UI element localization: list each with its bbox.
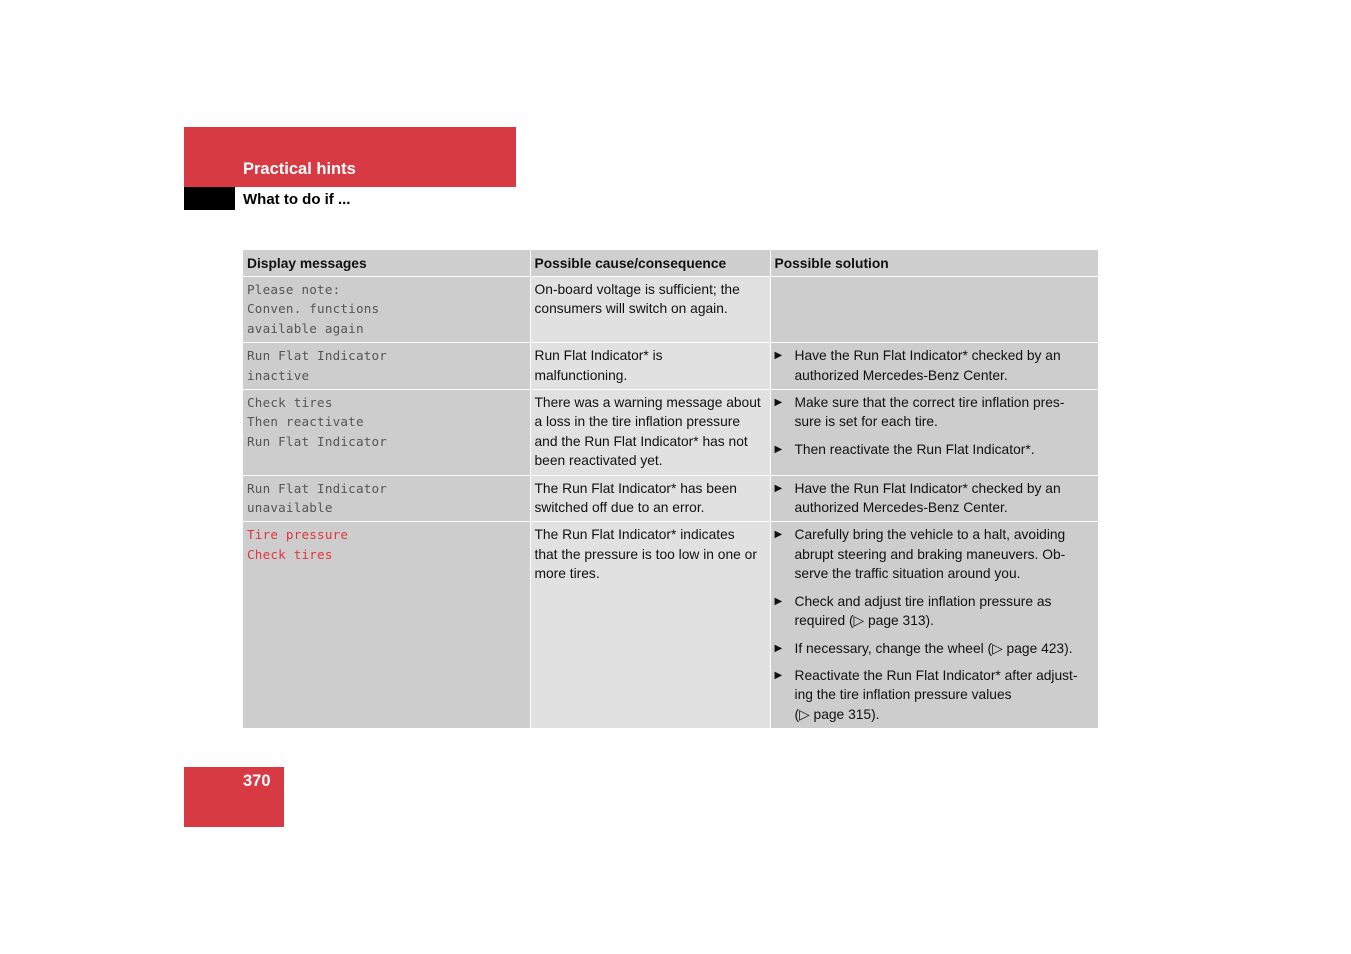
- display-message-line: inactive: [247, 367, 310, 383]
- solution-text: [795, 393, 1095, 432]
- solution-cell: [770, 475, 1098, 522]
- right-triangle-icon: ▶: [774, 482, 783, 494]
- cause-cell: [530, 390, 770, 476]
- display-messages-table: [243, 250, 1098, 729]
- right-triangle-icon: ▶: [774, 642, 783, 654]
- column-header-solution: Possible solution: [770, 250, 1098, 277]
- subsection-title: What to do if ...: [243, 191, 351, 208]
- solution-item: [775, 440, 1095, 459]
- solution-text: [795, 666, 1095, 724]
- cause-line: switched off due to an error.: [534, 500, 705, 516]
- display-message-cell: [243, 390, 530, 476]
- solution-line: sure is set for each tire.: [794, 414, 938, 430]
- solution-text: [795, 440, 1095, 459]
- right-triangle-icon: ▶: [774, 350, 783, 362]
- table-row: [243, 277, 1098, 343]
- solution-line: Reactivate the Run Flat Indicator* after adjust-: [794, 667, 1078, 683]
- solution-text: [795, 639, 1095, 658]
- solution-item: [775, 666, 1095, 724]
- solution-line: Have the Run Flat Indicator* checked by an: [794, 348, 1061, 364]
- solution-cell: [770, 522, 1098, 729]
- display-message-line: Please note:: [247, 282, 341, 297]
- solution-text: [795, 479, 1095, 518]
- solution-line: Check and adjust tire inflation pressure as: [794, 593, 1052, 609]
- cause-line: a loss in the tire inflation pressure: [534, 414, 741, 430]
- display-message-line: Check tires: [247, 546, 333, 562]
- display-message-line: Run Flat Indicator: [247, 348, 388, 364]
- display-message-cell: [243, 343, 530, 390]
- solution-line: (▷ page 315).: [794, 706, 880, 722]
- solution-item: [775, 346, 1095, 385]
- cause-line: On-board voltage is sufficient; the: [534, 282, 740, 297]
- display-message-cell: [243, 522, 530, 729]
- display-message-line: Conven. functions: [247, 301, 380, 317]
- display-message-line: unavailable: [247, 500, 333, 516]
- solution-line: ing the tire inflation pressure values: [794, 687, 1012, 703]
- column-header-display: Display messages: [243, 250, 530, 277]
- right-triangle-icon: ▶: [774, 669, 783, 681]
- display-message-line: available again: [247, 320, 364, 336]
- solution-line: If necessary, change the wheel (▷ page 423).: [794, 640, 1073, 656]
- cause-cell: [530, 522, 770, 729]
- right-triangle-icon: ▶: [774, 529, 783, 541]
- page-number: 370: [243, 772, 271, 790]
- solution-item: [775, 479, 1095, 518]
- solution-item: [775, 393, 1095, 432]
- display-message-cell: [243, 277, 530, 343]
- section-title: Practical hints: [243, 160, 356, 178]
- solution-line: required (▷ page 313).: [794, 613, 934, 629]
- display-message-line: Tire pressure: [247, 527, 349, 543]
- solution-item: [775, 592, 1095, 631]
- cause-cell: [530, 475, 770, 522]
- cause-line: The Run Flat Indicator* has been: [534, 480, 737, 496]
- column-header-cause: Possible cause/consequence: [530, 250, 770, 277]
- cause-line: that the pressure is too low in one or: [534, 546, 757, 562]
- display-message-cell: [243, 475, 530, 522]
- cause-line: more tires.: [534, 566, 600, 582]
- cause-line: consumers will switch on again.: [534, 301, 728, 317]
- solution-cell: [770, 343, 1098, 390]
- cause-line: been reactivated yet.: [534, 453, 663, 469]
- solution-item: [775, 525, 1095, 583]
- right-triangle-icon: ▶: [774, 443, 783, 455]
- solution-line: serve the traffic situation around you.: [794, 566, 1021, 582]
- display-message-line: Run Flat Indicator: [247, 433, 388, 449]
- cause-line: Run Flat Indicator* is: [534, 348, 663, 364]
- cause-line: and the Run Flat Indicator* has not: [534, 433, 748, 449]
- right-triangle-icon: ▶: [774, 595, 783, 607]
- solution-text: [795, 525, 1095, 583]
- table-row: [243, 522, 1098, 729]
- solution-line: Then reactivate the Run Flat Indicator*.: [794, 441, 1035, 457]
- table-header-row: [243, 250, 1098, 277]
- solution-line: authorized Mercedes-Benz Center.: [794, 367, 1008, 383]
- cause-cell: [530, 343, 770, 390]
- solution-line: Have the Run Flat Indicator* checked by an: [794, 480, 1061, 496]
- solution-line: Make sure that the correct tire inflation pres-: [794, 395, 1065, 411]
- cause-line: There was a warning message about: [534, 395, 761, 411]
- table-row: [243, 390, 1098, 476]
- cause-cell: [530, 277, 770, 343]
- display-message-line: Run Flat Indicator: [247, 480, 388, 496]
- solution-line: Carefully bring the vehicle to a halt, avoiding: [794, 527, 1066, 543]
- table-body: [243, 277, 1098, 729]
- solution-text: [795, 346, 1095, 385]
- table-row: [243, 475, 1098, 522]
- solution-item: [775, 639, 1095, 658]
- right-triangle-icon: ▶: [774, 397, 783, 409]
- cause-line: malfunctioning.: [534, 367, 628, 383]
- solution-text: [795, 592, 1095, 631]
- solution-cell: [770, 277, 1098, 343]
- table-row: [243, 343, 1098, 390]
- section-tab-marker: [184, 187, 235, 210]
- display-message-line: Then reactivate: [247, 414, 364, 430]
- solution-cell: [770, 390, 1098, 476]
- display-message-line: Check tires: [247, 395, 333, 411]
- cause-line: The Run Flat Indicator* indicates: [534, 527, 735, 543]
- solution-line: authorized Mercedes-Benz Center.: [794, 500, 1008, 516]
- solution-line: abrupt steering and braking maneuvers. Ob-: [794, 546, 1066, 562]
